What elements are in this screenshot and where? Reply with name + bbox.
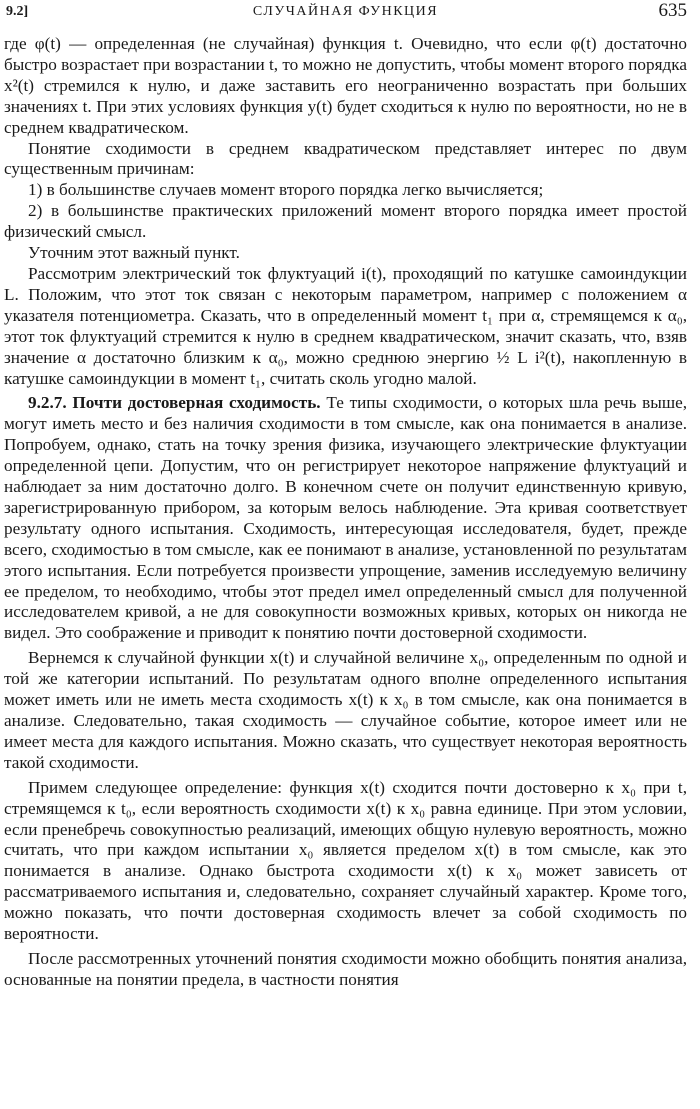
paragraph: Уточним этот важный пункт. [28, 243, 240, 263]
running-title: СЛУЧАЙНАЯ ФУНКЦИЯ [252, 4, 439, 19]
paragraph: Рассмотрим электрический ток флуктуаций i(t), проходящий по катушке самоиндукции L. Положим, что этот ток связан с некоторым параметром, например с положением α указателя потенциометра. Сказать, что в определенный момент t₁ при α, стремящемся к α₀, этот ток флуктуаций стремится к нулю в среднем квадратическом, значит сказать, что, взяв значение α достаточно близким к α₀, можно среднюю энергию ½ L i²(t), накопленную в катушке самоиндукции в момент t₁, считать сколь угодно малой. [4, 263, 687, 388]
book-page [4, 0, 687, 991]
page-number: 635 [658, 0, 687, 21]
paragraph: Понятие сходимости в среднем квадратическом представляет интерес по двум существенным причинам: [4, 138, 687, 179]
list-item: 1) в большинстве случаев момент второго порядка легко вычисляется; [28, 180, 544, 200]
section-paragraph [4, 393, 687, 644]
paragraph: После рассмотренных уточнений понятия сходимости можно обобщить понятия анализа, основанные на понятии предела, в частности понятия [4, 948, 687, 989]
section-text: Те типы сходимости, о которых шла речь выше, могут иметь место и без наличия сходимости в том смысле, как она понимается в анализе. Попробуем, однако, стать на точку зрения физика, изучающего электрические флуктуации определенной цепи. Допустим, что он регистрирует некоторое напряжение флуктуаций и наблюдает за ним достаточно долго. В конечном счете он получит единственную кривую, зарегистрированную прибором, за которым велось наблюдение. Эта кривая соответствует результату одного испытания. Сходимость, интересующая исследователя, будет, прежде всего, сходимостью в том смысле, как ее понимают в анализе, установленной по результатам этого испытания. Если потребуется произвести упрощение, заменив исследуемую величину ее пределом, то необходимо, чтобы этот предел имел определенный смысл для полученной исследователем кривой, а не для совокупности возможных кривых, которых он никогда не видел. Это соображение и приводит к понятию почти достоверной сходимости. [4, 393, 688, 643]
section-heading: 9.2.7. Почти достоверная сходимость. [28, 393, 321, 413]
running-header [4, 0, 687, 34]
body-text [4, 34, 687, 991]
paragraph: Примем следующее определение: функция x(t) сходится почти достоверно к x₀ при t, стремящемся к t₀, если вероятность сходимости x(t) к x₀ равна единице. При этом условии, если пренебречь совокупностью реализаций, имеющих общую нулевую вероятность, можно считать, что при каждом испытании x₀ является пределом x(t) в том смысле, как это понимается в анализе. Однако быстрота сходимости x(t) к x₀ может зависеть от рассматриваемого испытания и, следовательно, сохраняет случайный характер. Кроме того, можно показать, что почти достоверная сходимость влечет за собой сходимость по вероятности. [4, 777, 687, 944]
paragraph: где φ(t) — определенная (не случайная) функция t. Очевидно, что если φ(t) достаточно быстро возрастает при возрастании t, то можно не допустить, чтобы момент второго порядка x²(t) стремился к нулю, и даже заставить его неограниченно возрастать при больших значениях t. При этих условиях функция y(t) будет сходиться к нулю по вероятности, но не в среднем квадратическом. [4, 34, 687, 137]
list-item: 2) в большинстве практических приложений момент второго порядка имеет простой физический смысл. [4, 201, 687, 242]
paragraph: Вернемся к случайной функции x(t) и случайной величине x₀, определенным по одной и той же категории испытаний. По результатам одного вполне определенного испытания может иметь или не иметь места сходимость x(t) к x₀ в том смысле, как она понимается в анализе. Следовательно, такая сходимость — случайное событие, которое имеет или не имеет места для каждого испытания. Можно сказать, что существует некоторая вероятность такой сходимости. [4, 648, 687, 772]
section-number: 9.2] [6, 4, 29, 19]
